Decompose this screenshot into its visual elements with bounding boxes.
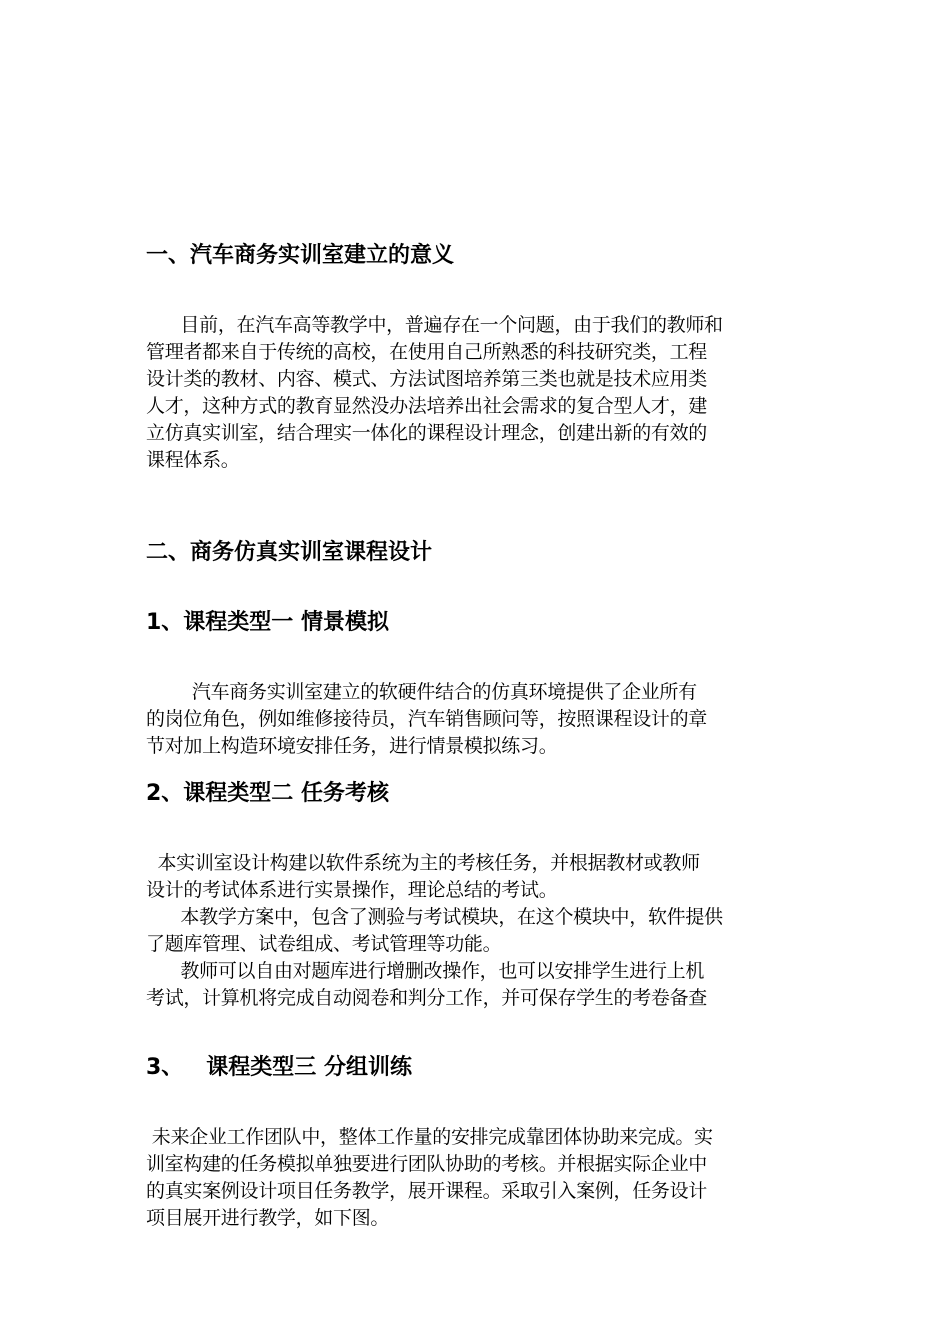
subsection-2-heading: 2、课程类型二 任务考核 (146, 781, 389, 806)
subsection-2-paragraph (146, 850, 810, 1012)
section-2-heading: 二、商务仿真实训室课程设计 (146, 540, 433, 565)
paragraph-line: 考试，计算机将完成自动阅卷和判分工作，并可保存学生的考卷备查 (146, 987, 708, 1009)
paragraph-line: 未来企业工作团队中，整体工作量的安排完成靠团体协助来完成。实 (146, 1126, 713, 1148)
paragraph-line: 本教学方案中，包含了测验与考试模块，在这个模块中，软件提供 (146, 906, 723, 928)
paragraph-line: 训室构建的任务模拟单独要进行团队协助的考核。并根据实际企业中 (146, 1153, 708, 1175)
subsection-1-paragraph (146, 679, 810, 760)
section-1-paragraph (146, 312, 810, 474)
section-1-heading: 一、汽车商务实训室建立的意义 (146, 243, 455, 268)
paragraph-line: 管理者都来自于传统的高校，在使用自己所熟悉的科技研究类，工程 (146, 341, 708, 363)
paragraph-line: 课程体系。 (146, 449, 240, 471)
subsection-1-heading: 1、课程类型一 情景模拟 (146, 610, 389, 635)
subsection-3-paragraph (146, 1124, 810, 1232)
paragraph-line: 汽车商务实训室建立的软硬件结合的仿真环境提供了企业所有 (146, 681, 697, 703)
paragraph-line: 人才，这种方式的教育显然没办法培养出社会需求的复合型人才，建 (146, 395, 708, 417)
paragraph-line: 设计类的教材、内容、模式、方法试图培养第三类也就是技术应用类 (146, 368, 708, 390)
paragraph-line: 教师可以自由对题库进行增删改操作，也可以安排学生进行上机 (146, 960, 705, 982)
paragraph-line: 的真实案例设计项目任务教学，展开课程。采取引入案例，任务设计 (146, 1180, 708, 1202)
paragraph-line: 项目展开进行教学，如下图。 (146, 1207, 390, 1229)
paragraph-line: 立仿真实训室，结合理实一体化的课程设计理念，创建出新的有效的 (146, 422, 708, 444)
paragraph-line: 的岗位角色，例如维修接待员，汽车销售顾问等，按照课程设计的章 (146, 708, 708, 730)
paragraph-line: 设计的考试体系进行实景操作，理论总结的考试。 (146, 879, 558, 901)
paragraph-line: 节对加上构造环境安排任务，进行情景模拟练习。 (146, 735, 558, 757)
subsection-3-heading: 3、 课程类型三 分组训练 (146, 1055, 412, 1080)
paragraph-line: 目前，在汽车高等教学中，普遍存在一个问题，由于我们的教师和 (146, 314, 723, 336)
paragraph-line: 了题库管理、试卷组成、考试管理等功能。 (146, 933, 502, 955)
paragraph-line: 本实训室设计构建以软件系统为主的考核任务，并根据教材或教师 (146, 852, 700, 874)
